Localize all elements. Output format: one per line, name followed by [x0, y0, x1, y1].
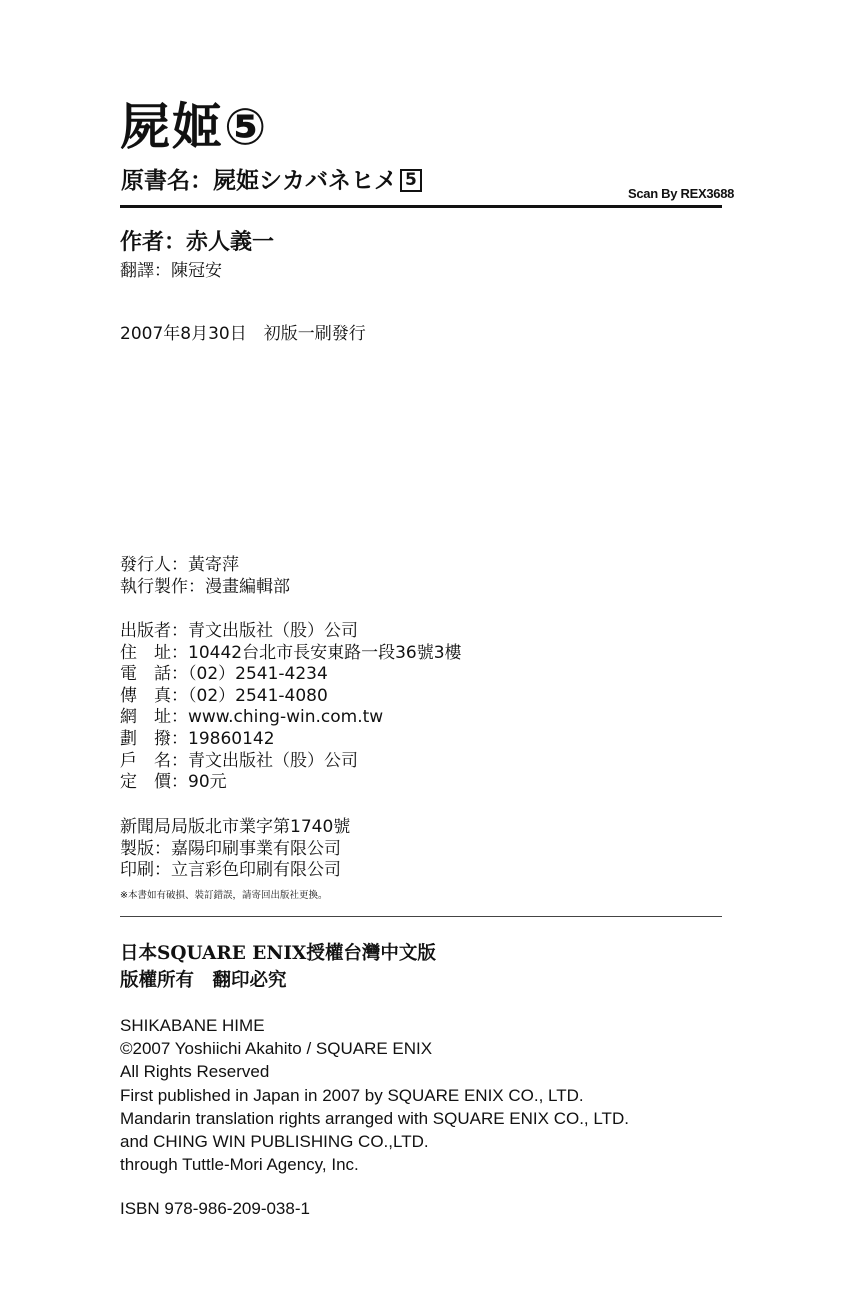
copyright-line: and CHING WIN PUBLISHING CO.,LTD.	[120, 1132, 429, 1152]
phone-line: 電 話：（02）2541-4234	[120, 664, 328, 685]
printer-line: 印刷：立言彩色印刷有限公司	[120, 860, 341, 880]
staff-line: 發行人：黃寄萍	[120, 555, 239, 575]
address-line: 住 址：10442台北市長安東路一段36號3樓	[120, 642, 462, 663]
copyright-line: All Rights Reserved	[120, 1062, 270, 1082]
publisher-info-block	[120, 621, 462, 794]
price-line: 定 價：90元	[120, 772, 227, 793]
license-line: 日本SQUARE ENIX授權台灣中文版	[120, 943, 436, 964]
isbn: ISBN 978-986-209-038-1	[120, 1199, 310, 1218]
title-divider	[120, 205, 722, 208]
registration-line: 新聞局局版北市業字第1740號	[120, 817, 351, 837]
copyright-block	[120, 1014, 629, 1176]
copyright-line: Mandarin translation rights arranged with SQUARE ENIX CO., LTD.	[120, 1108, 629, 1128]
account-name-line: 戶 名：青文出版社（股）公司	[120, 750, 358, 771]
staff-block	[120, 555, 290, 598]
publisher-line: 出版者：青文出版社（股）公司	[120, 621, 358, 641]
copyright-line: SHIKABANE HIME	[120, 1016, 265, 1035]
original-title-text: 原書名：屍姫シカバネヒメ	[121, 168, 397, 194]
volume-number-box: 5	[400, 169, 422, 192]
author-line: 作者：赤人義一	[120, 230, 275, 255]
postal-account-line: 劃 撥：19860142	[120, 728, 275, 749]
website-line: 網 址：www.ching-win.com.tw	[120, 707, 384, 728]
printing-info-block	[120, 817, 350, 882]
rights-line: 版權所有 翻印必究	[120, 970, 287, 991]
scan-credit: Scan By REX3688	[628, 186, 735, 201]
original-title	[121, 166, 422, 196]
staff-line: 執行製作：漫畫編輯部	[120, 576, 290, 597]
section-divider	[120, 916, 722, 917]
fax-line: 傳 真：（02）2541-4080	[120, 685, 328, 706]
plate-making-line: 製版：嘉陽印刷事業有限公司	[120, 838, 341, 859]
copyright-line: First published in Japan in 2007 by SQUARE ENIX CO., LTD.	[120, 1085, 584, 1105]
translator-line: 翻譯：陳冠安	[120, 261, 222, 281]
copyright-line: ©2007 Yoshiichi Akahito / SQUARE ENIX	[120, 1039, 433, 1059]
copyright-line: through Tuttle-Mori Agency, Inc.	[120, 1155, 359, 1175]
license-block	[120, 940, 436, 994]
damage-notice: ※本書如有破損、裝訂錯誤，請寄回出版社更換。	[120, 890, 328, 901]
publication-date: 2007年8月30日 初版一刷發行	[120, 324, 366, 344]
book-title: 屍姬⑤	[120, 98, 269, 156]
